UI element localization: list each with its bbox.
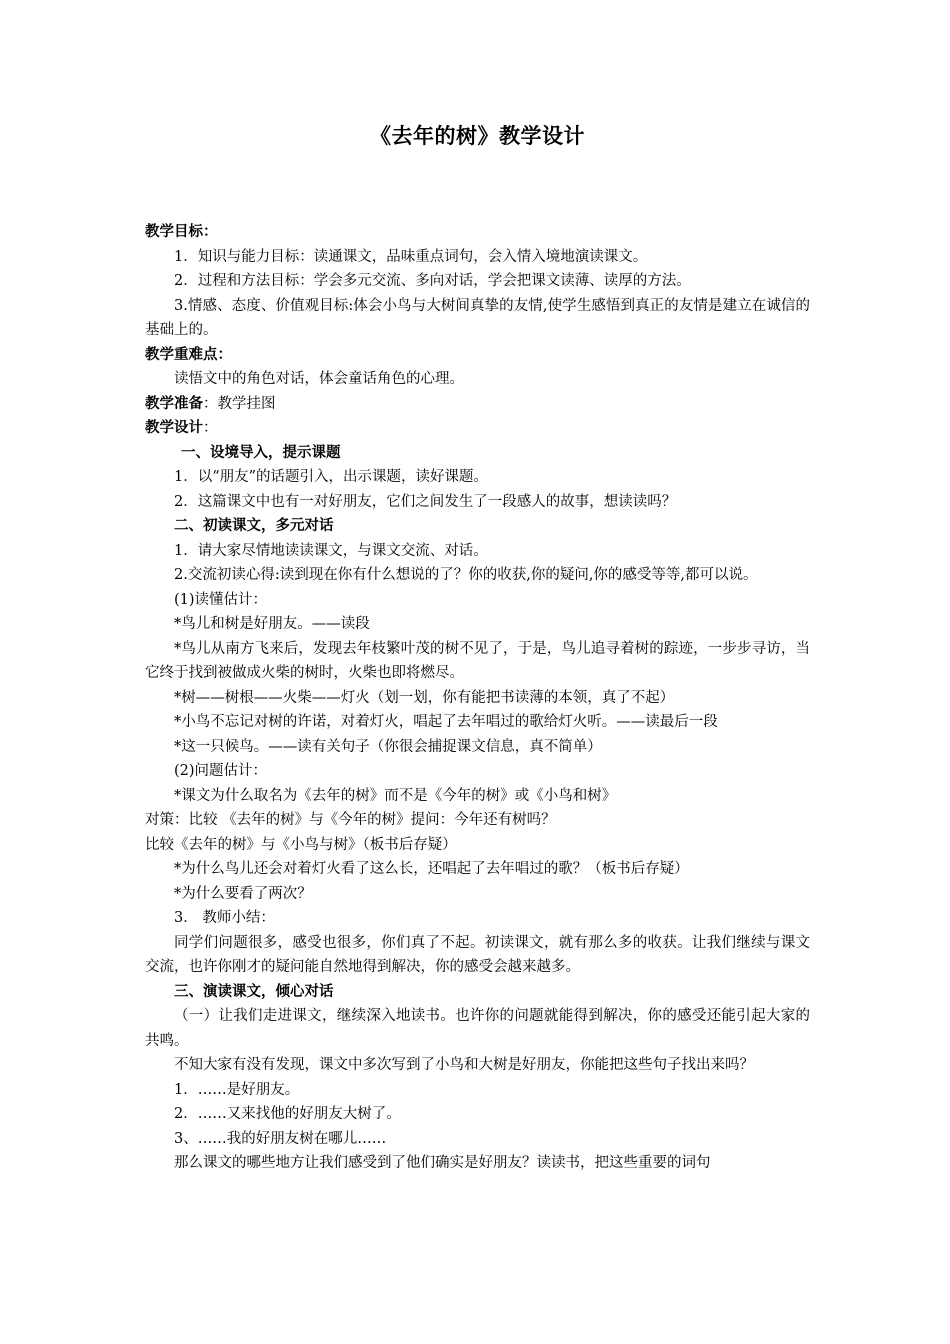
section-item: 同学们问题很多，感受也很多，你们真了不起。初读课文，就有那么多的收获。让我们继续与课文交流，也许你刚才的疑问能自然地得到解决，你的感受会越来越多。 (145, 934, 810, 975)
section-item: 2.交流初读心得:读到现在你有什么想说的了？你的收获,你的疑问,你的感受等等,都可以说。 (174, 567, 758, 583)
section-item: *鸟儿从南方飞来后，发现去年枝繁叶茂的树不见了，于是，鸟儿追寻着树的踪迹，一步步寻访，当它终于找到被做成火柴的树时，火柴也即将燃尽。 (145, 640, 810, 681)
section-item: 1．请大家尽情地读读课文，与课文交流、对话。 (174, 542, 488, 559)
design-line (145, 416, 810, 441)
section-item: *为什么要看了两次？ (174, 885, 312, 902)
preparation-heading: 教学准备 (145, 394, 203, 412)
preparation-line (145, 392, 810, 417)
goal-item: 1．知识与能力目标：读通课文，品味重点词句，会入情入境地演读课文。 (174, 248, 648, 265)
design-heading: 教学设计 (145, 419, 203, 436)
section-item: 1．以“朋友”的话题引入，出示课题，读好课题。 (174, 469, 489, 485)
section-item: *小鸟不忘记对树的许诺，对着灯火，唱起了去年唱过的歌给灯火听。——读最后一段 (174, 714, 718, 730)
section-item: *鸟儿和树是好朋友。——读段 (174, 616, 370, 632)
section-item: (2)问题估计： (174, 763, 268, 779)
section-item: *树——树根——火柴——灯火（划一划，你有能把书读薄的本领，真了不起） (174, 689, 675, 706)
preparation-text: ：教学挂图 (203, 395, 276, 412)
section-item: 不知大家有没有发现，课文中多次写到了小鸟和大树是好朋友，你能把这些句子找出来吗？ (174, 1057, 754, 1073)
design-colon: ： (203, 420, 218, 436)
section-heading: 三、演读课文，倾心对话 (174, 982, 334, 1000)
section-heading: 二、初读课文，多元对话 (174, 517, 334, 534)
section-heading: 一、设境导入，提示课题 (181, 443, 341, 461)
section-item: （一）让我们走进课文，继续深入地读书。也许你的问题就能得到解决，你的感受还能引起大家的共鸣。 (145, 1008, 810, 1049)
section-item: 那么课文的哪些地方让我们感受到了他们确实是好朋友？读读书，把这些重要的词句 (174, 1155, 711, 1171)
section-item: (1)读懂估计： (174, 591, 268, 608)
key-points-heading: 教学重难点： (145, 345, 232, 363)
goal-item: 3.情感、态度、价值观目标:体会小鸟与大树间真挚的友情,使学生感悟到真正的友情是建立在诚信的基础上的。 (145, 297, 810, 338)
section-item: 2．这篇课文中也有一对好朋友，它们之间发生了一段感人的故事，想读读吗？ (174, 493, 677, 510)
section-item: *为什么鸟儿还会对着灯火看了这么长，还唱起了去年唱过的歌？（板书后存疑） (174, 861, 689, 877)
section-item: *这一只候鸟。——读有关句子（你很会捕捉课文信息，真不简单） (174, 738, 602, 755)
section-item: *课文为什么取名为《去年的树》而不是《今年的树》或《小鸟和树》 (174, 787, 617, 804)
section-item: 3、……我的好朋友树在哪儿…… (174, 1130, 387, 1147)
key-points-text: 读悟文中的角色对话，体会童话角色的心理。 (174, 371, 464, 387)
document-title: 《去年的树》教学设计 (370, 123, 585, 148)
goal-item: 2．过程和方法目标：学会多元交流、多向对话，学会把课文读薄、读厚的方法。 (174, 273, 691, 289)
section-item: 2．……又来找他的好朋友大树了。 (174, 1106, 401, 1122)
section-item: 3． 教师小结： (174, 910, 275, 926)
section-item: 1．……是好朋友。 (174, 1081, 300, 1098)
strategy-line: 比较《去年的树》与《小鸟与树》（板书后存疑） (145, 836, 457, 853)
goals-heading: 教学目标： (145, 223, 218, 240)
strategy-line: 对策：比较 《去年的树》与《今年的树》提问：今年还有树吗？ (145, 812, 556, 828)
document-page (145, 118, 810, 1176)
